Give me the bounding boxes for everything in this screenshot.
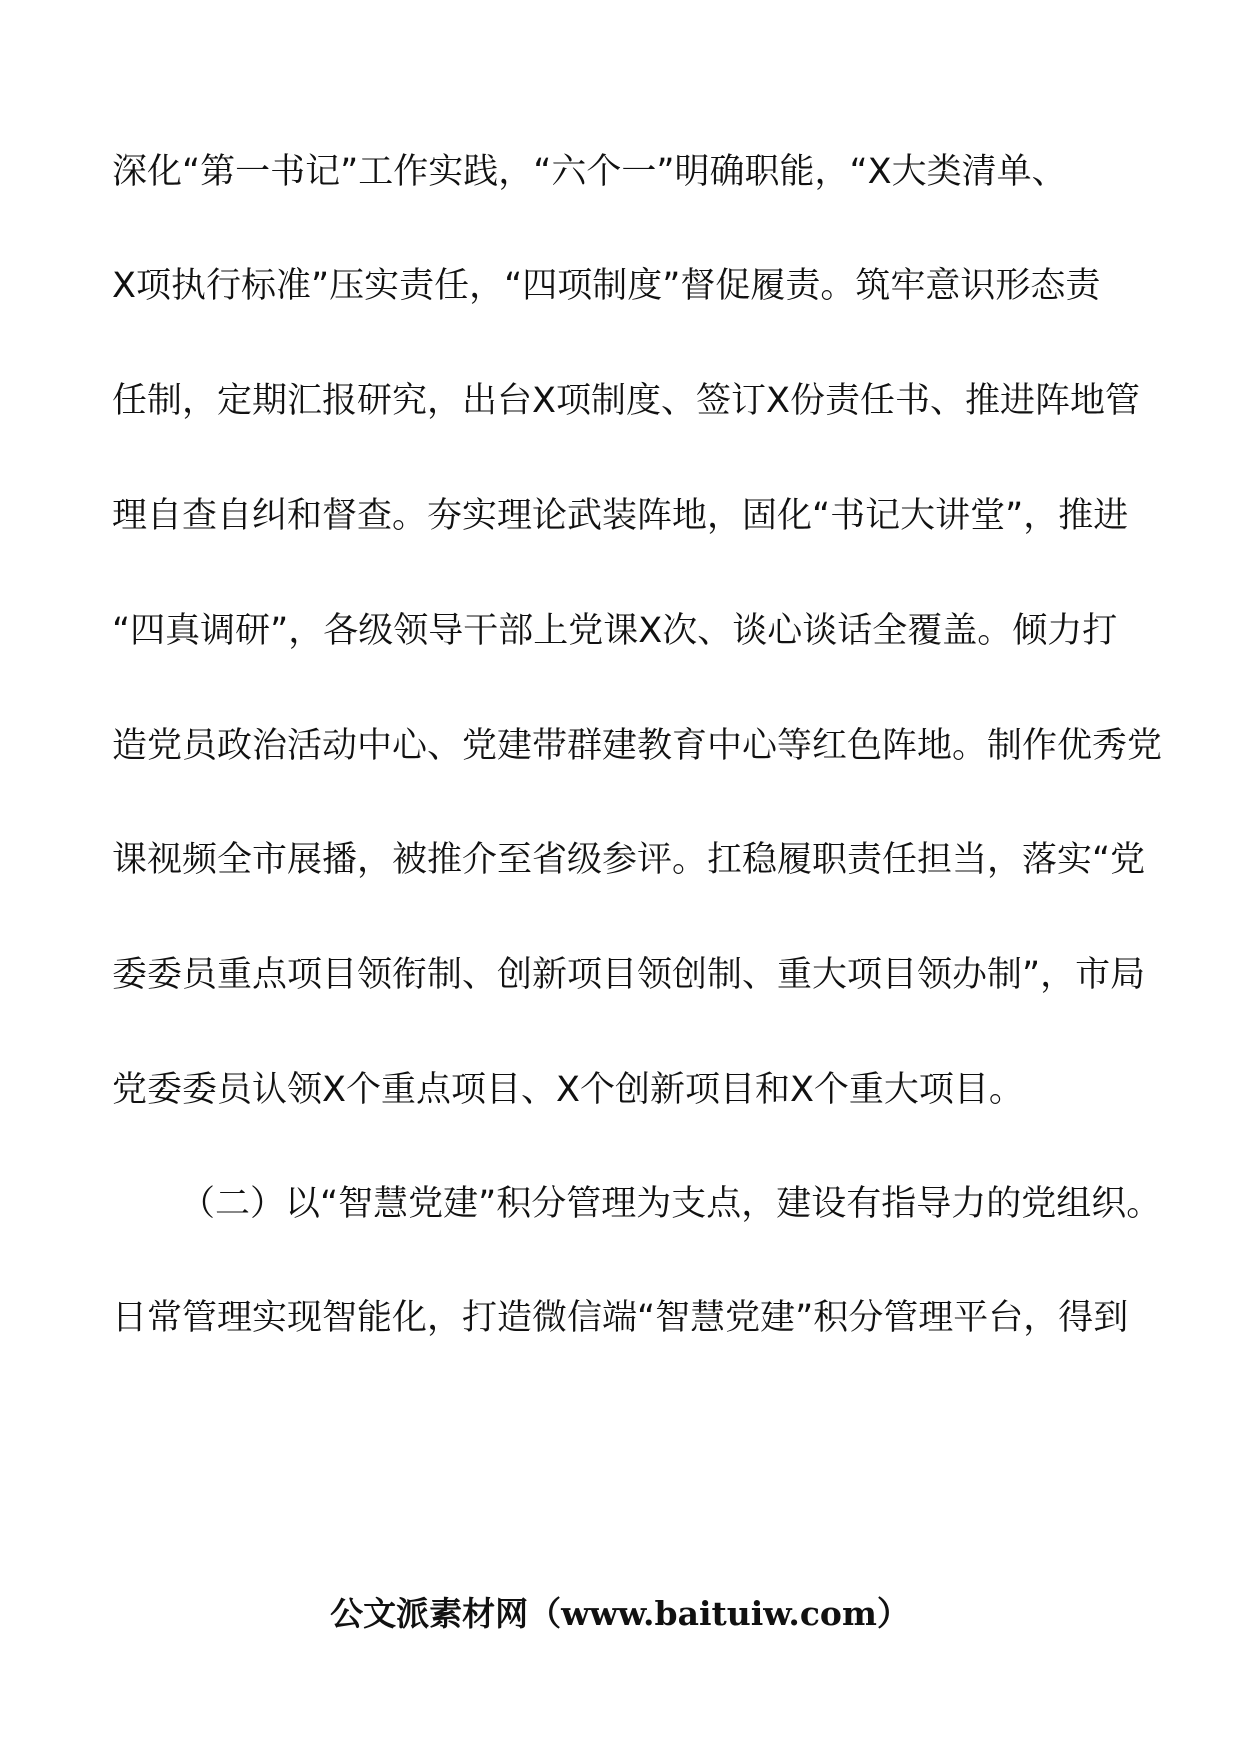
paragraph-line-5: “四真调研”，各级领导干部上党课X次、谈心谈话全覆盖。倾力打 — [112, 611, 1118, 651]
paragraph-line-6: 造党员政治活动中心、党建带群建教育中心等红色阵地。制作优秀党 — [112, 726, 1163, 766]
paragraph-line-1: 深化“第一书记”工作实践，“六个一”明确职能，“X大类清单、 — [112, 152, 1067, 192]
paragraph-line-4: 理自查自纠和督查。夯实理论武装阵地，固化“书记大讲堂”，推进 — [112, 496, 1129, 536]
paragraph-line-8: 委委员重点项目领衔制、创新项目领创制、重大项目领办制”，市局 — [112, 955, 1146, 995]
paragraph-line-3: 任制，定期汇报研究，出台X项制度、签订X份责任书、推进阵地管 — [112, 381, 1140, 421]
paragraph-line-2: X项执行标准”压实责任，“四项制度”督促履责。筑牢意识形态责 — [112, 266, 1101, 306]
section-heading-line: （二）以“智慧党建”积分管理为支点，建设有指导力的党组织。 — [180, 1184, 1162, 1224]
paragraph-line-11: 日常管理实现智能化，打造微信端“智慧党建”积分管理平台，得到 — [112, 1298, 1129, 1338]
footer-source: 公文派素材网（www.baituiw.com） — [330, 1594, 910, 1633]
paragraph-line-7: 课视频全市展播，被推介至省级参评。扛稳履职责任担当，落实“党 — [112, 840, 1146, 880]
paragraph-line-9: 党委委员认领X个重点项目、X个创新项目和X个重大项目。 — [112, 1070, 1024, 1110]
